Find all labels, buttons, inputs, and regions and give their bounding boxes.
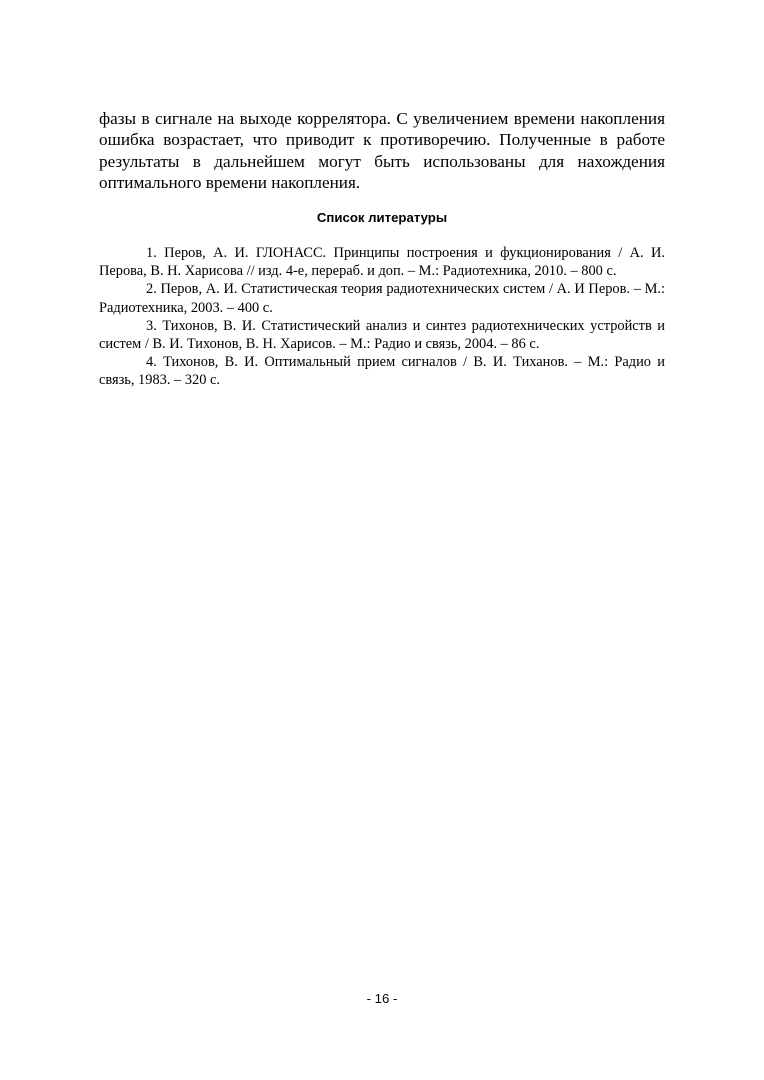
reference-item-4: 4. Тихонов, В. И. Оптимальный прием сигналов / В. И. Тиханов. – М.: Радио и связь, 1983. – 320 с. (99, 354, 665, 389)
page-number: - 16 - (366, 991, 398, 1006)
references-heading: Список литературы (316, 210, 448, 225)
reference-item-1: 1. Перов, А. И. ГЛОНАСС. Принципы построения и фукционирования / А. И. Перова, В. Н. Харисова // изд. 4-е, перераб. и доп. – М.: Радиотехника, 2010. – 800 с. (99, 245, 665, 280)
reference-item-2: 2. Перов, А. И. Статистическая теория радиотехнических систем / А. И Перов. – М.: Радиотехника, 2003. – 400 с. (99, 281, 665, 316)
intro-paragraph: фазы в сигнале на выходе коррелятора. С увеличением времени накопления ошибка возрастает, что приводит к противоречию. Полученные в работе результаты в дальнейшем могут быть использованы для нахождения оптимального времени накопления. (99, 109, 665, 193)
references-list (99, 244, 665, 390)
reference-item-3: 3. Тихонов, В. И. Статистический анализ и синтез радиотехнических устройств и систем / В. И. Тихонов, В. Н. Харисов. – М.: Радио и связь, 2004. – 86 с. (99, 317, 665, 353)
